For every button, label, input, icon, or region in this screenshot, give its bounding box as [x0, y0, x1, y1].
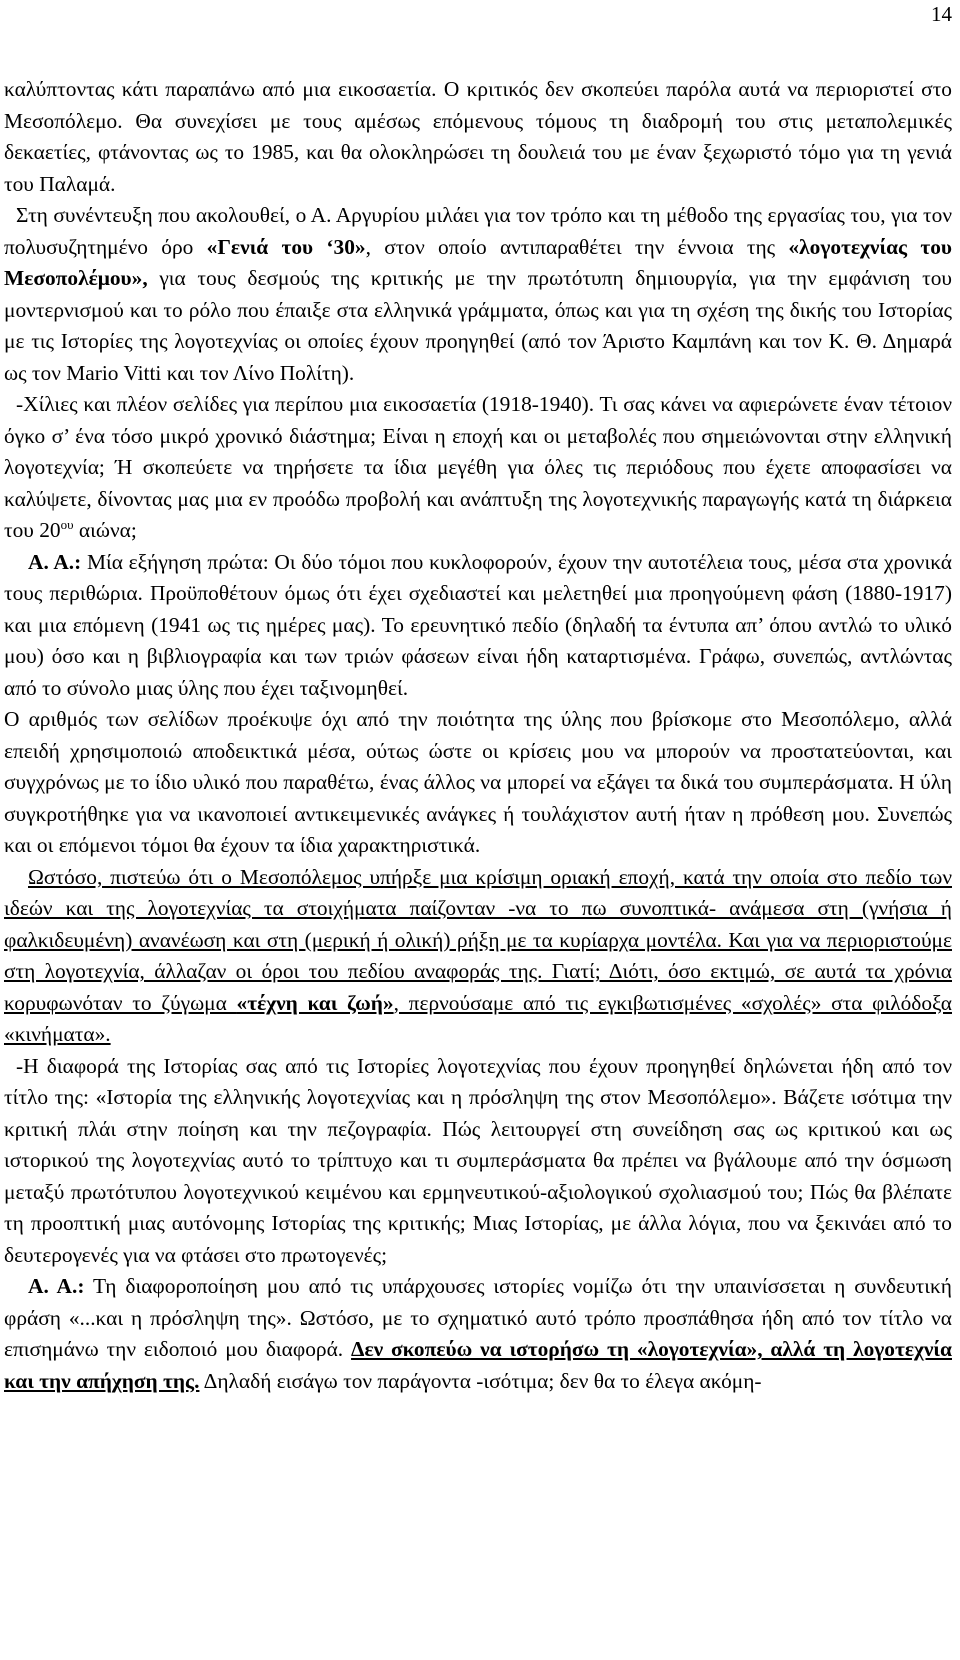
text-run: , στον οποίο αντιπαραθέτει την έννοια της — [365, 234, 789, 259]
underlined-text-end: , περνούσαμε από τις εγκιβωτισμένες «σχολές» στα φιλόδοξα «κινήματα». — [4, 990, 952, 1046]
speaker-label: Α. Α.: — [28, 1274, 85, 1298]
question-text: -Χίλιες και πλέον σελίδες για περίπου μια εικοσαετία (1918-1940). Τι σας κάνει να αφιερώνετε έναν τέτοιον όγκο σ’ ένα τόσο μικρό χρονικό διάστημα; Είναι η εποχή και οι μεταβολές που σημειώνονται στην ελληνική λογοτεχνία; Ή σκοπεύετε να τηρήσετε τα ίδια μεγέθη για όλες τις περιόδους που έχετε αποφασίσει να καλύψετε, δίνοντας μας μια εν προόδω προβολή και ανάπτυξη της λογοτεχνικής παραγωγής κατά τη διάρκεια του 20 — [4, 392, 952, 542]
answer-2 — [4, 1271, 952, 1397]
question-2: -Η διαφορά της Ιστορίας σας από τις Ιστορίες λογοτεχνίας που έχουν προηγηθεί δηλώνεται ήδη από τον τίτλο της: «Ιστορία της ελληνικής λογοτεχνίας και η πρόσληψη της στον Μεσοπόλεμο». Βάζετε ισότιμα την κριτική πλάι στην ποίηση και την πεζογραφία. Πώς λειτουργεί στη συνείδηση σας ως κριτικού και ως ιστορικού της λογοτεχνίας αυτό το τρίπτυχο και τι συμπεράσματα θα πρέπει να βγάλουμε από την όσμωση μεταξύ πρωτότυπου λογοτεχνικού κειμένου και ερμηνευτικού-αξιολογικού σχολιασμού του; Πώς θα βλέπατε τη προοπτική μιας αυτόνομης Ιστορίας της κριτικής; Μιας Ιστορίας, με άλλα λόγια, που να ξεκινάει από το δευτερογενές για να φτάσει στο πρωτογενές; — [4, 1053, 952, 1267]
paragraph-page-count: Ο αριθμός των σελίδων προέκυψε όχι από την ποιότητα της ύλης που βρίσκομε στο Μεσοπόλεμο, αλλά επειδή χρησιμοποιώ αποδεικτικά μέσα, ούτως ώστε οι κρίσεις μου να μπορούν να προστατεύονται, και συγχρόνως με το ίδιο υλικό που παραθέτω, ένας άλλος να μπορεί να εξάγει τα δικά του συμπεράσματα. Η ύλη συγκροτήθηκε για να ικανοποιεί αντικειμενικές ανάγκες ή τουλάχιστον αυτή ήταν η πρόθεση μου. Συνεπώς και οι επόμενοι τόμοι θα έχουν τα ίδια χαρακτηριστικά. — [4, 707, 952, 857]
question-1 — [4, 389, 952, 547]
speaker-label: Α. Α.: — [28, 549, 82, 574]
paragraph-intro: καλύπτοντας κάτι παραπάνω από μια εικοσαετία. Ο κριτικός δεν σκοπεύει παρόλα αυτά να περιοριστεί στο Μεσοπόλεμο. Θα συνεχίσει με τους αμέσως επόμενους τόμους τη διαδρομή του στις μεταπολεμικές δεκαετίες, φτάνοντας ως το 1985, και θα ολοκληρώσει τη δουλειά του με έναν ξεχωριστό τόμο για τη γενιά του Παλαμά. — [4, 77, 952, 196]
answer-text: Τη διαφοροποίηση μου από τις υπάρχουσες ιστορίες νομίζω ότι την υπαινίσσεται η συνδευτική φράση «...και η πρόσληψη της». Ωστόσο, με το σχηματικό αυτό τρόπο προσπάθησα ήδη από τον τίτλο να επισημάνω την ειδοποιό μου διαφορά. — [4, 1274, 952, 1361]
bold-term-generation-30: «Γενιά του ‘30» — [206, 234, 366, 259]
text-run: για τους δεσμούς της κριτικής με την πρωτότυπη δημιουργία, για την εμφάνιση του μοντερνισμού και το ρόλο που έπαιξε στα ελληνικά γράμματα, όπως και για τη σχέση της δικής του Ιστορίας με τις Ιστορίες της λογοτεχνίας οι οποίες έχουν προηγηθεί (από τον Άριστο Καμπάνη και τον Κ. Θ. Δημαρά ως τον Mario Vitti και τον Λίνο Πολίτη). — [4, 266, 952, 385]
body-text — [4, 74, 952, 1397]
underlined-bold-term-art-and-life: «τέχνη και ζωή» — [236, 990, 394, 1015]
bold-term-interwar-literature: «λογοτεχνίας του Μεσοπολέμου», — [4, 234, 952, 290]
text-run: Στη συνέντευξη που ακολουθεί, ο Α. Αργυρίου μιλάει για τον τρόπο και τη μέθοδο της εργασίας του, για τον πολυσυζητημένο όρο — [4, 203, 952, 259]
question-text-end: αιώνα; — [73, 518, 137, 542]
paragraph-underlined — [4, 862, 952, 1051]
underlined-text: Ωστόσο, πιστεύω ότι ο Μεσοπόλεμος υπήρξε μια κρίσιμη οριακή εποχή, κατά την οποία στο πεδίο των ιδεών και της λογοτεχνίας τα στοιχήματα παίζονταν -να το πω συνοπτικά- ανάμεσα στη (γνήσια ή φαλκιδευμένη) ανανέωση και στη (μερική ή ολική) ρήξη με τα κυρίαρχα μοντέλα. Και για να περιοριστούμε στη λογοτεχνία, άλλαζαν οι όροι του πεδίου αναφοράς της. Γιατί; Διότι, όσο εκτιμώ, σε αυτά τα χρόνια κορυφωνόταν το ζύγωμα — [4, 864, 952, 1015]
answer-text: Μία εξήγηση πρώτα: Οι δύο τόμοι που κυκλοφορούν, έχουν την αυτοτέλεια τους, μέσα στα χρονικά τους περιθώρια. Προϋποθέτουν όμως ότι έχει σχεδιαστεί και μελετηθεί μια προηγούμενη φάση (1880-1917) και μια επόμενη (1941 ως τις ημέρες μας). Το ερευνητικό πεδίο (δηλαδή τα έντυπα απ’ όπου αντλώ το υλικό μου) όσο και η βιβλιογραφία και των τριών φάσεων είναι ήδη καταρτισμένα. Γράφω, συνεπώς, αντλώντας από το σύνολο μιας ύλης που έχει ταξινομηθεί. — [4, 549, 952, 700]
paragraph-interview-intro — [4, 200, 952, 389]
answer-text-tail: Δηλαδή εισάγω τον παράγοντα -ισότιμα; δεν θα το έλεγα ακόμη- — [199, 1368, 762, 1393]
superscript-ordinal: ου — [60, 516, 74, 532]
answer-1 — [4, 547, 952, 705]
underlined-bold-statement: Δεν σκοπεύω να ιστορήσω τη «λογοτεχνία», αλλά τη λογοτεχνία και την απήχηση της. — [4, 1337, 952, 1393]
page-number: 14 — [931, 2, 952, 26]
